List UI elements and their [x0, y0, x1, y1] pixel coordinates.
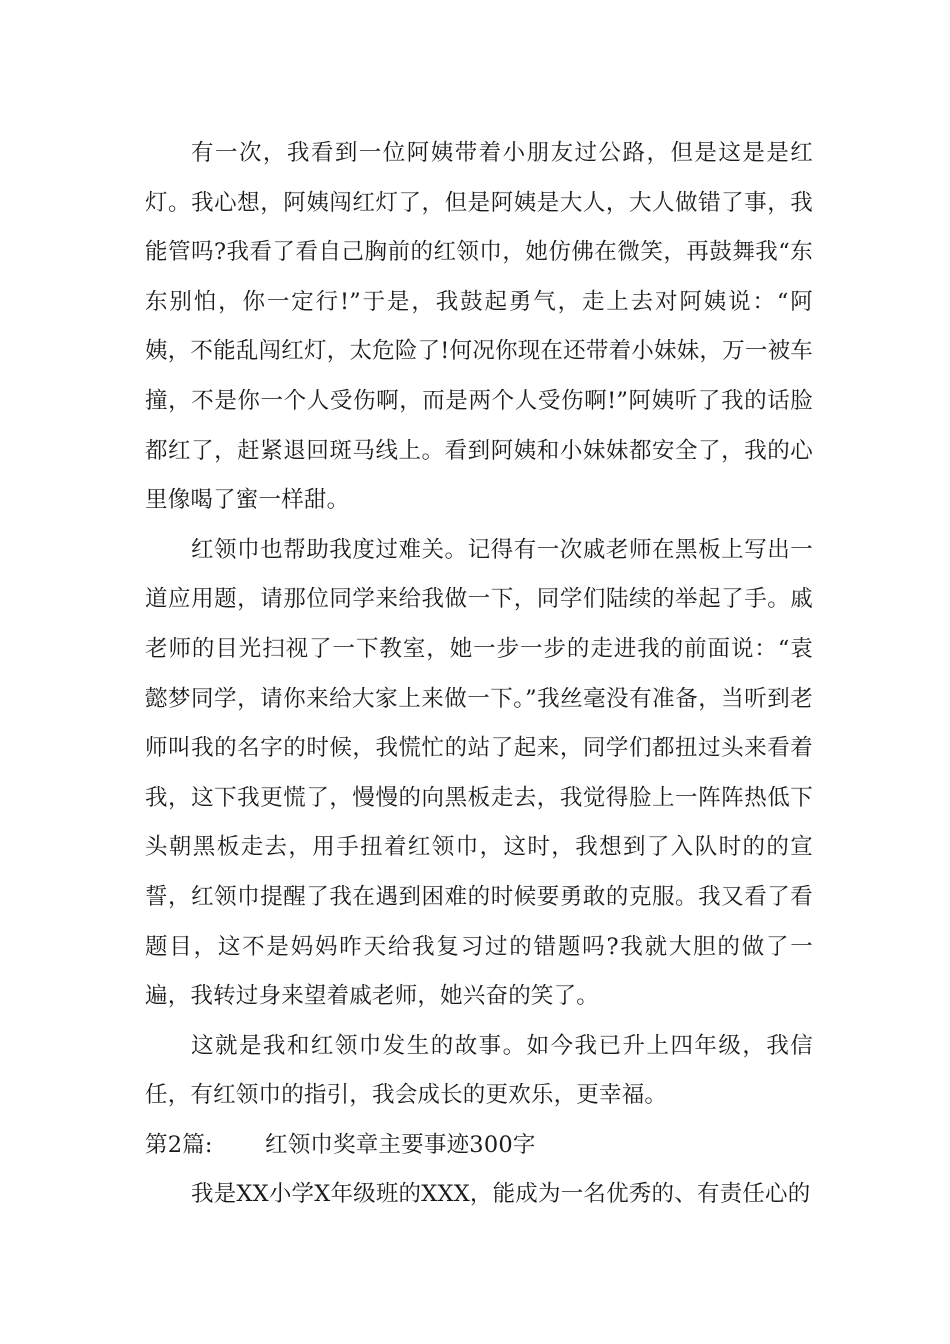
section-label: 第2篇: — [145, 1131, 213, 1158]
section-title: 红领巾奖章主要事迹300字 — [265, 1131, 536, 1158]
paragraph-red-light: 有一次，我看到一位阿姨带着小朋友过公路，但是这是是红灯。我心想，阿姨闯红灯了，但是阿姨是大人，大人做错了事，我能管吗?我看了看自己胸前的红领巾，她仿佛在微笑，再鼓舞我“东东别怕，你一定行!”于是，我鼓起勇气，走上去对阿姨说：“阿姨，不能乱闯红灯，太危险了!何况你现在还带着小妹妹，万一被车撞，不是你一个人受伤啊，而是两个人受伤啊!”阿姨听了我的话脸都红了，赶紧退回斑马线上。看到阿姨和小妹妹都安全了，我的心里像喝了蜜一样甜。 — [145, 140, 813, 514]
document-body — [145, 129, 813, 1220]
section-heading — [145, 1121, 813, 1171]
paragraph-intro: 我是XX小学X年级班的XXX，能成为一名优秀的、有责任心的 — [191, 1181, 811, 1208]
paragraph-conclusion: 这就是我和红领巾发生的故事。如今我已升上四年级，我信任，有红领巾的指引，我会成长的更欢乐，更幸福。 — [145, 1032, 813, 1109]
paragraph-difficulty: 红领巾也帮助我度过难关。记得有一次戚老师在黑板上写出一道应用题，请那位同学来给我做一下，同学们陆续的举起了手。戚老师的目光扫视了一下教室，她一步一步的走进我的前面说：“袁懿梦同学，请你来给大家上来做一下。”我丝毫没有准备，当听到老师叫我的名字的时候，我慌忙的站了起来，同学们都扭过头来看着我，这下我更慌了，慢慢的向黑板走去，我觉得脸上一阵阵热低下头朝黑板走去，用手扭着红领巾，这时，我想到了入队时的的宣誓，红领巾提醒了我在遇到困难的时候要勇敢的克服。我又看了看题目，这不是妈妈昨天给我复习过的错题吗?我就大胆的做了一遍，我转过身来望着戚老师，她兴奋的笑了。 — [145, 536, 813, 1010]
